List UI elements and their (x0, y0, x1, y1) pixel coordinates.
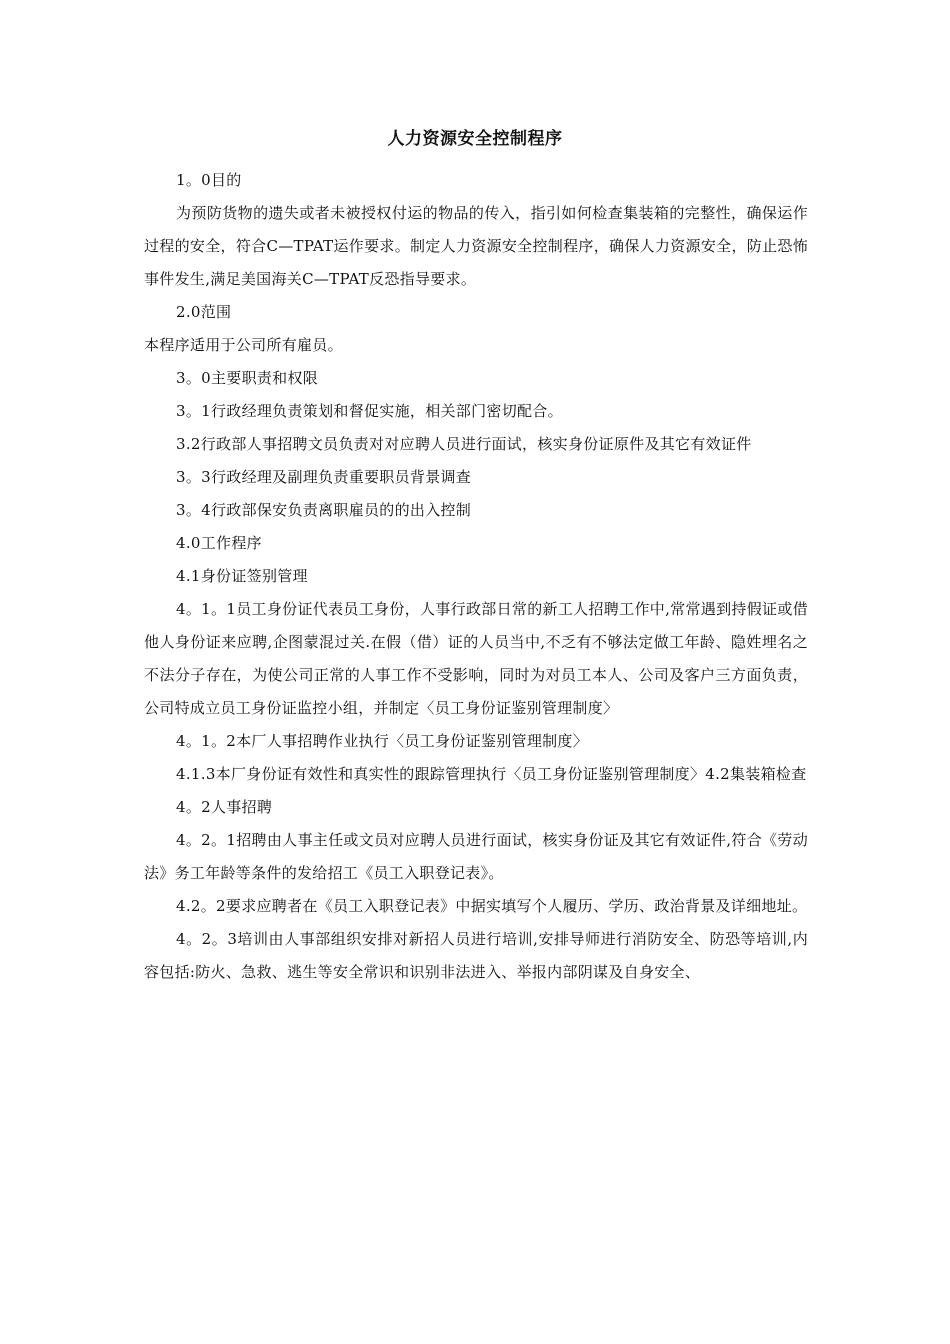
paragraph-2-0-heading: 2.0范围 (176, 303, 232, 321)
paragraph-4-1-heading: 4.1身份证签别管理 (176, 567, 308, 585)
paragraph-3-4: 3。4行政部保安负责离职雇员的的出入控制 (176, 501, 472, 519)
paragraph-3-3: 3。3行政经理及副理负责重要职员背景调查 (176, 468, 472, 486)
paragraph-4-1-3: 4.1.3本厂身份证有效性和真实性的跟踪管理执行〈员工身份证鉴别管理制度〉4.2集装箱检查 (176, 765, 807, 783)
document-body (144, 164, 808, 989)
paragraph-4-2-heading: 4。2人事招聘 (176, 798, 273, 816)
paragraph-3-0-heading: 3。0主要职责和权限 (176, 369, 319, 387)
paragraph-3-2: 3.2行政部人事招聘文员负责对对应聘人员进行面试，核实身份证原件及其它有效证件 (176, 435, 752, 453)
paragraph-scope: 本程序适用于公司所有雇员。 (144, 336, 343, 354)
paragraph-4-2-1: 4。2。1招聘由人事主任或文员对应聘人员进行面试，核实身份证及其它有效证件,符合《劳动法》务工年龄等条件的发给招工《员工入职登记表》。 (144, 831, 808, 882)
paragraph-4-1-2: 4。1。2本厂人事招聘作业执行〈员工身份证鉴别管理制度〉 (176, 732, 589, 750)
paragraph-4-2-2: 4.2。2要求应聘者在《员工入职登记表》中据实填写个人履历、学历、政治背景及详细地址。 (176, 897, 808, 915)
paragraph-1-0-heading: 1。0目的 (176, 171, 242, 189)
paragraph-3-1: 3。1行政经理负责策划和督促实施，相关部门密切配合。 (176, 402, 563, 420)
paragraph-4-1-1: 4。1。1员工身份证代表员工身份，人事行政部日常的新工人招聘工作中,常常遇到持假证或借他人身份证来应聘,企图蒙混过关.在假（借）证的人员当中,不乏有不够法定做工年龄、隐姓埋名之不法分子存在，为使公司正常的人事工作不受影响，同时为对员工本人、公司及客户三方面负责，公司特成立员工身份证监控小组，并制定〈员工身份证鉴别管理制度〉 (144, 600, 808, 717)
paragraph-4-2-3: 4。2。3培训由人事部组织安排对新招人员进行培训,安排导师进行消防安全、防恐等培训,内容包括:防火、急救、逃生等安全常识和识别非法进入、举报内部阴谋及自身安全、 (144, 930, 808, 981)
paragraph-purpose: 为预防货物的遗失或者未被授权付运的物品的传入，指引如何检查集装箱的完整性，确保运作过程的安全，符合C—TPAT运作要求。制定人力资源安全控制程序，确保人力资源安全，防止恐怖事件发生,满足美国海关C—TPAT反恐指导要求。 (144, 204, 808, 288)
document-title: 人力资源安全控制程序 (387, 129, 563, 149)
paragraph-4-0-heading: 4.0工作程序 (176, 534, 262, 552)
